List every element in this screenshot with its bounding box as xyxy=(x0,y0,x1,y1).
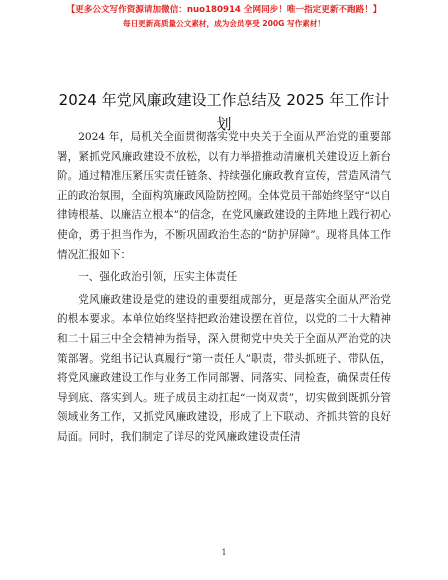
section-heading-1: 一、强化政治引领，压实主体责任 xyxy=(78,271,238,284)
promo-banner-line-1: 【更多公文写作资源请加微信：nuo180914 全网同步！唯一指定更新不跑路！】 xyxy=(66,5,382,15)
section-1-paragraph: 党风廉政建设是党的建设的重要组成部分，更是落实全面从严治党的根本要求。本单位始终坚持把政治建设摆在首位，以党的二十大精神和二十届三中全会精神为指导，深入贯彻党中央关于全面从严治党的决策部署。党组书记认真履行“第一责任人”职责，带头抓班子、带队伍，将党风廉政建设工作与业务工作同部署、同落实、同检查，确保责任传导到底、落实到人。班子成员主动扛起“一岗双责”，切实做到既抓分管领域业务工作，又抓党风廉政建设，形成了上下联动、齐抓共管的良好局面。同时，我们制定了详尽的党风廉政建设责任清 xyxy=(57,293,391,443)
page-number: 1 xyxy=(221,548,227,557)
document-body xyxy=(57,128,391,448)
promo-banner xyxy=(0,4,448,30)
promo-banner-line-2: 每日更新高质量公文素材，成为会员享受 200G 写作素材！ xyxy=(122,19,326,28)
intro-paragraph: 2024 年，局机关全面贯彻落实党中央关于全面从严治党的重要部署，紧抓党风廉政建设不放松，以有力举措推动清廉机关建设迈上新台阶。通过精准压紧压实责任链条、持续强化廉政教育宣传，营造风清气正的政治氛围，全面构筑廉政风险防控网。全体党员干部始终坚守“以自律铸根基、以廉洁立根本”的信念，在党风廉政建设的主阵地上践行初心使命，勇于担当作为，不断巩固政治生态的“防护屏障”。现将具体工作情况汇报如下： xyxy=(57,131,391,261)
document-title: 2024 年党风廉政建设工作总结及 2025 年工作计划 xyxy=(58,91,390,133)
